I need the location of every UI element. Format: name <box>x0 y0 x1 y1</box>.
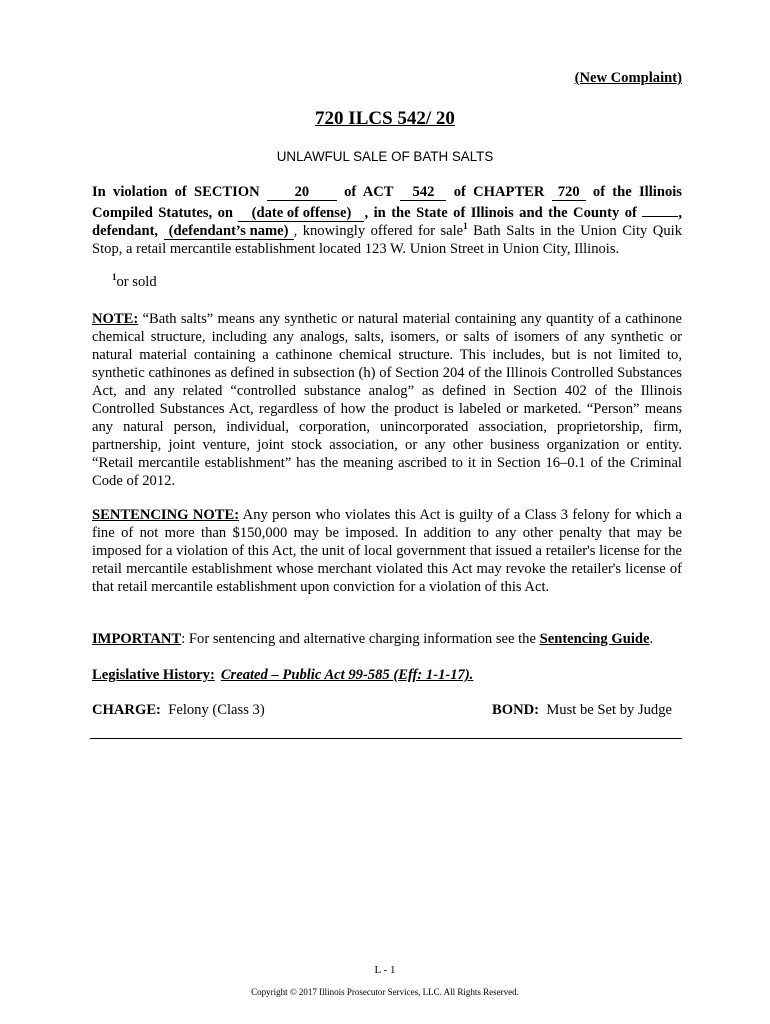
defendant-name-blank: (defendant’s name) <box>164 224 294 240</box>
footnote-ref: 1 <box>463 221 468 232</box>
new-complaint-label: (New Complaint) <box>574 70 682 86</box>
note-label: NOTE: <box>92 311 139 327</box>
important-label: IMPORTANT <box>92 631 182 647</box>
charge-label: CHARGE: <box>92 702 161 718</box>
county-blank <box>642 201 678 217</box>
statute-title: 720 ILCS 542/ 20 <box>315 108 455 129</box>
date-of-offense-blank: (date of offense) <box>238 206 364 222</box>
sentencing-note-label: SENTENCING NOTE: <box>92 507 240 523</box>
bond-field <box>492 702 672 719</box>
sentencing-note-paragraph: SENTENCING NOTE: Any person who violates this Act is guilty of a Class 3 felony for which a fine of not more than $150,000 may be imposed. In addition to any other penalty that may be imposed for a violation of this Act, the unit of local government that issued a retailer's license for the retail mercantile establishment whose merchant violated this Act may revoke the retailer's license of that retail mercantile establishment upon conviction for a violation of this Act. <box>92 507 682 595</box>
charge-field <box>92 702 265 719</box>
section-blank: 20 <box>267 185 337 201</box>
important-paragraph: IMPORTANT: For sentencing and alternative charging information see the Sentencing Guide. <box>92 631 654 647</box>
charge-paragraph: In violation of SECTION 20 of ACT 542 of CHAPTER 720 of the Illinois Compiled Statutes, on (date of offense) , in the State of Illinois and the County of , defendant, (defendant’s name) , knowingly offered for sale$^1$ Bath Salts in the Union City Quik Stop, a retail mercantile establishment located 123 W. Union Street in Union City, Illinois. <box>92 184 682 257</box>
copyright-notice: Copyright © 2017 Illinois Prosecutor Services, LLC. All Rights Reserved. <box>251 987 519 997</box>
offense-subtitle: UNLAWFUL SALE OF BATH SALTS <box>276 149 494 164</box>
legislative-history <box>92 666 682 684</box>
charge-value: Felony (Class 3) <box>168 702 265 718</box>
chapter-blank: 720 <box>552 185 586 201</box>
horizontal-divider <box>90 738 682 739</box>
footnote: $^1$or sold <box>112 272 157 290</box>
legislative-history-text: Created – Public Act 99-585 (Eff: 1-1-17). <box>220 667 474 683</box>
act-blank: 542 <box>400 185 446 201</box>
note-paragraph: NOTE: “Bath salts” means any synthetic or natural material containing any quantity of a cathinone chemical structure, including any analogs, salts, isomers, or salts of isomers of any synthetic or natural material containing a cathinone chemical structure. This includes, but is not limited to, synthetic cathinones as defined in subsection (h) of Section 204 of the Illinois Controlled Substances Act, and any related “controlled substance analog” as defined in Section 402 of the Illinois Controlled Substances Act, regardless of how the product is labeled or marketed. “Person” means any natural person, individual, corporation, unincorporated association, proprietorship, firm, partnership, joint venture, joint stock association, or any other business organization or entity. “Retail mercantile establishment” has the meaning ascribed to it in Section 16–0.1 of the Criminal Code of 2012. <box>92 311 682 489</box>
sentencing-guide-link[interactable]: Sentencing Guide <box>539 631 650 647</box>
charge-bond-row <box>92 702 672 719</box>
page-number: L - 1 <box>374 964 396 976</box>
bond-value: Must be Set by Judge <box>546 702 672 718</box>
bond-label: BOND: <box>492 702 540 718</box>
legislative-history-label: Legislative History: <box>92 667 215 683</box>
